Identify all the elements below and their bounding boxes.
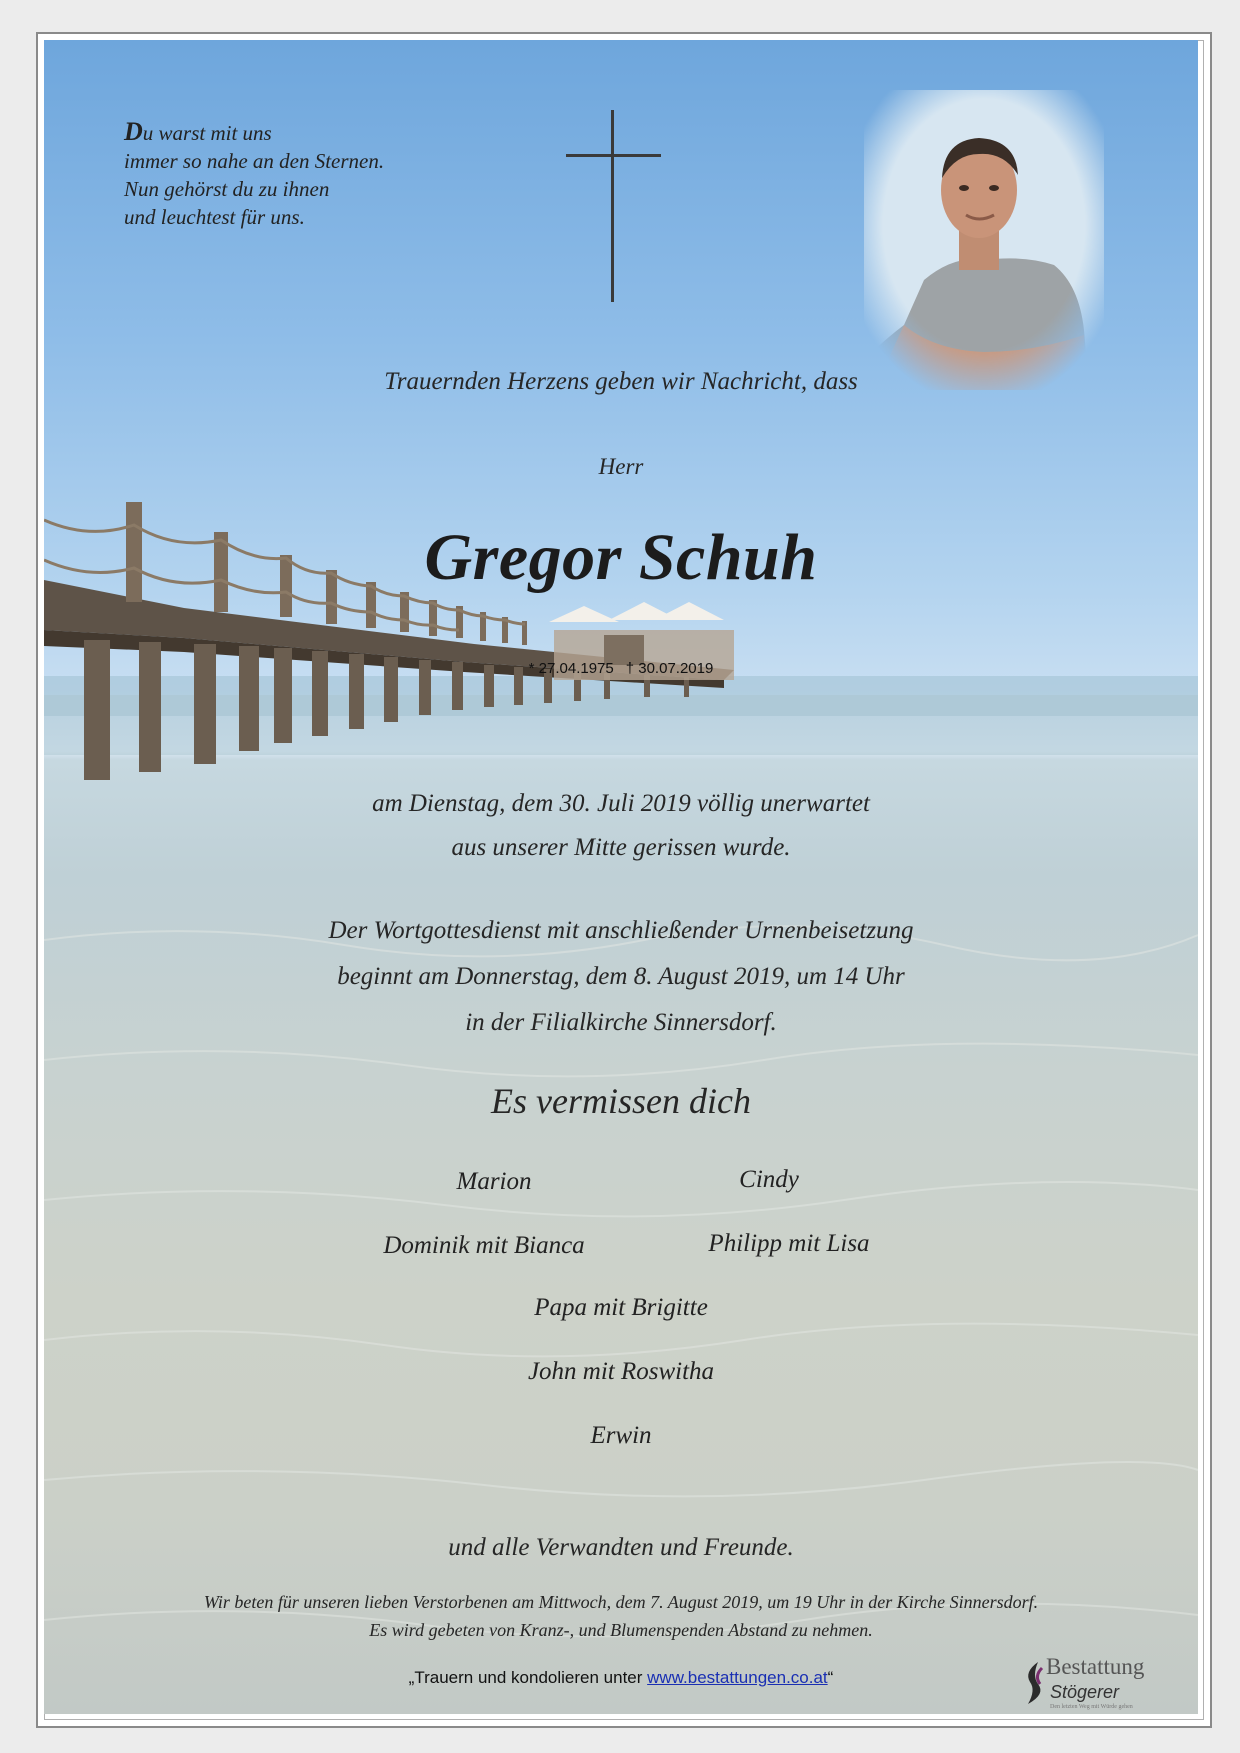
background-scene xyxy=(44,40,1198,1714)
funeral-home-logo xyxy=(1024,1652,1174,1714)
mourner-erwin: Erwin xyxy=(590,1422,652,1449)
death-notice xyxy=(44,782,1198,870)
intro-text: Trauernden Herzens geben wir Nachricht, dass xyxy=(384,368,858,395)
missed-heading: Es vermissen dich xyxy=(491,1081,751,1121)
service-line-1: Der Wortgottesdienst mit anschließender Urnenbeisetzung xyxy=(328,917,914,944)
death-notice-line-2: aus unserer Mitte gerissen wurde. xyxy=(451,834,791,861)
logo-line-2: Stögerer xyxy=(1050,1682,1120,1702)
verse-line-2: immer so nahe an den Sternen. xyxy=(124,149,385,173)
logo-mark-icon xyxy=(1024,1662,1046,1704)
mourner-dominik: Dominik mit Bianca xyxy=(383,1232,585,1259)
life-dates xyxy=(44,660,1198,677)
condolence-suffix: “ xyxy=(827,1668,834,1687)
flowers-note: Es wird gebeten von Kranz-, und Blumenspenden Abstand zu nehmen. xyxy=(369,1620,873,1640)
portrait-photo xyxy=(864,90,1104,390)
verse-line-4: und leuchtest für uns. xyxy=(124,205,305,229)
verse-initial: D xyxy=(124,117,143,146)
birth-date: * 27.04.1975 xyxy=(528,660,614,677)
logo-tagline: Den letzten Weg mit Würde gehen xyxy=(1050,1704,1133,1710)
verse-line-3: Nun gehörst du zu ihnen xyxy=(124,177,330,201)
service-line-2: beginnt am Donnerstag, dem 8. August 2019, um 14 Uhr xyxy=(337,963,905,990)
condolence-link[interactable]: www.bestattungen.co.at xyxy=(647,1668,828,1687)
salutation: Herr xyxy=(598,454,644,479)
memorial-verse xyxy=(124,118,384,231)
condolence-prefix: „Trauern und kondolieren unter xyxy=(408,1668,648,1687)
mourner-marion: Marion xyxy=(456,1168,532,1195)
death-notice-line-1: am Dienstag, dem 30. Juli 2019 völlig unerwartet xyxy=(372,790,870,817)
service-line-3: in der Filialkirche Sinnersdorf. xyxy=(465,1009,777,1036)
mourner-papa: Papa mit Brigitte xyxy=(534,1294,708,1321)
service-info xyxy=(44,908,1198,1046)
verse-line-1: u warst mit uns xyxy=(142,121,272,145)
prayer-note: Wir beten für unseren lieben Verstorbenen am Mittwoch, dem 7. August 2019, um 19 Uhr in der Kirche Sinnersdorf. xyxy=(203,1592,1039,1612)
cross-icon xyxy=(566,110,676,330)
closing-line: und alle Verwandten und Freunde. xyxy=(448,1534,794,1561)
mourner-philipp: Philipp mit Lisa xyxy=(708,1230,870,1257)
mourner-cindy: Cindy xyxy=(739,1166,799,1193)
logo-line-1: Bestattung xyxy=(1046,1654,1145,1679)
mourner-john: John mit Roswitha xyxy=(527,1358,715,1385)
deceased-name: Gregor Schuh xyxy=(424,521,818,594)
death-date: † 30.07.2019 xyxy=(625,660,714,677)
